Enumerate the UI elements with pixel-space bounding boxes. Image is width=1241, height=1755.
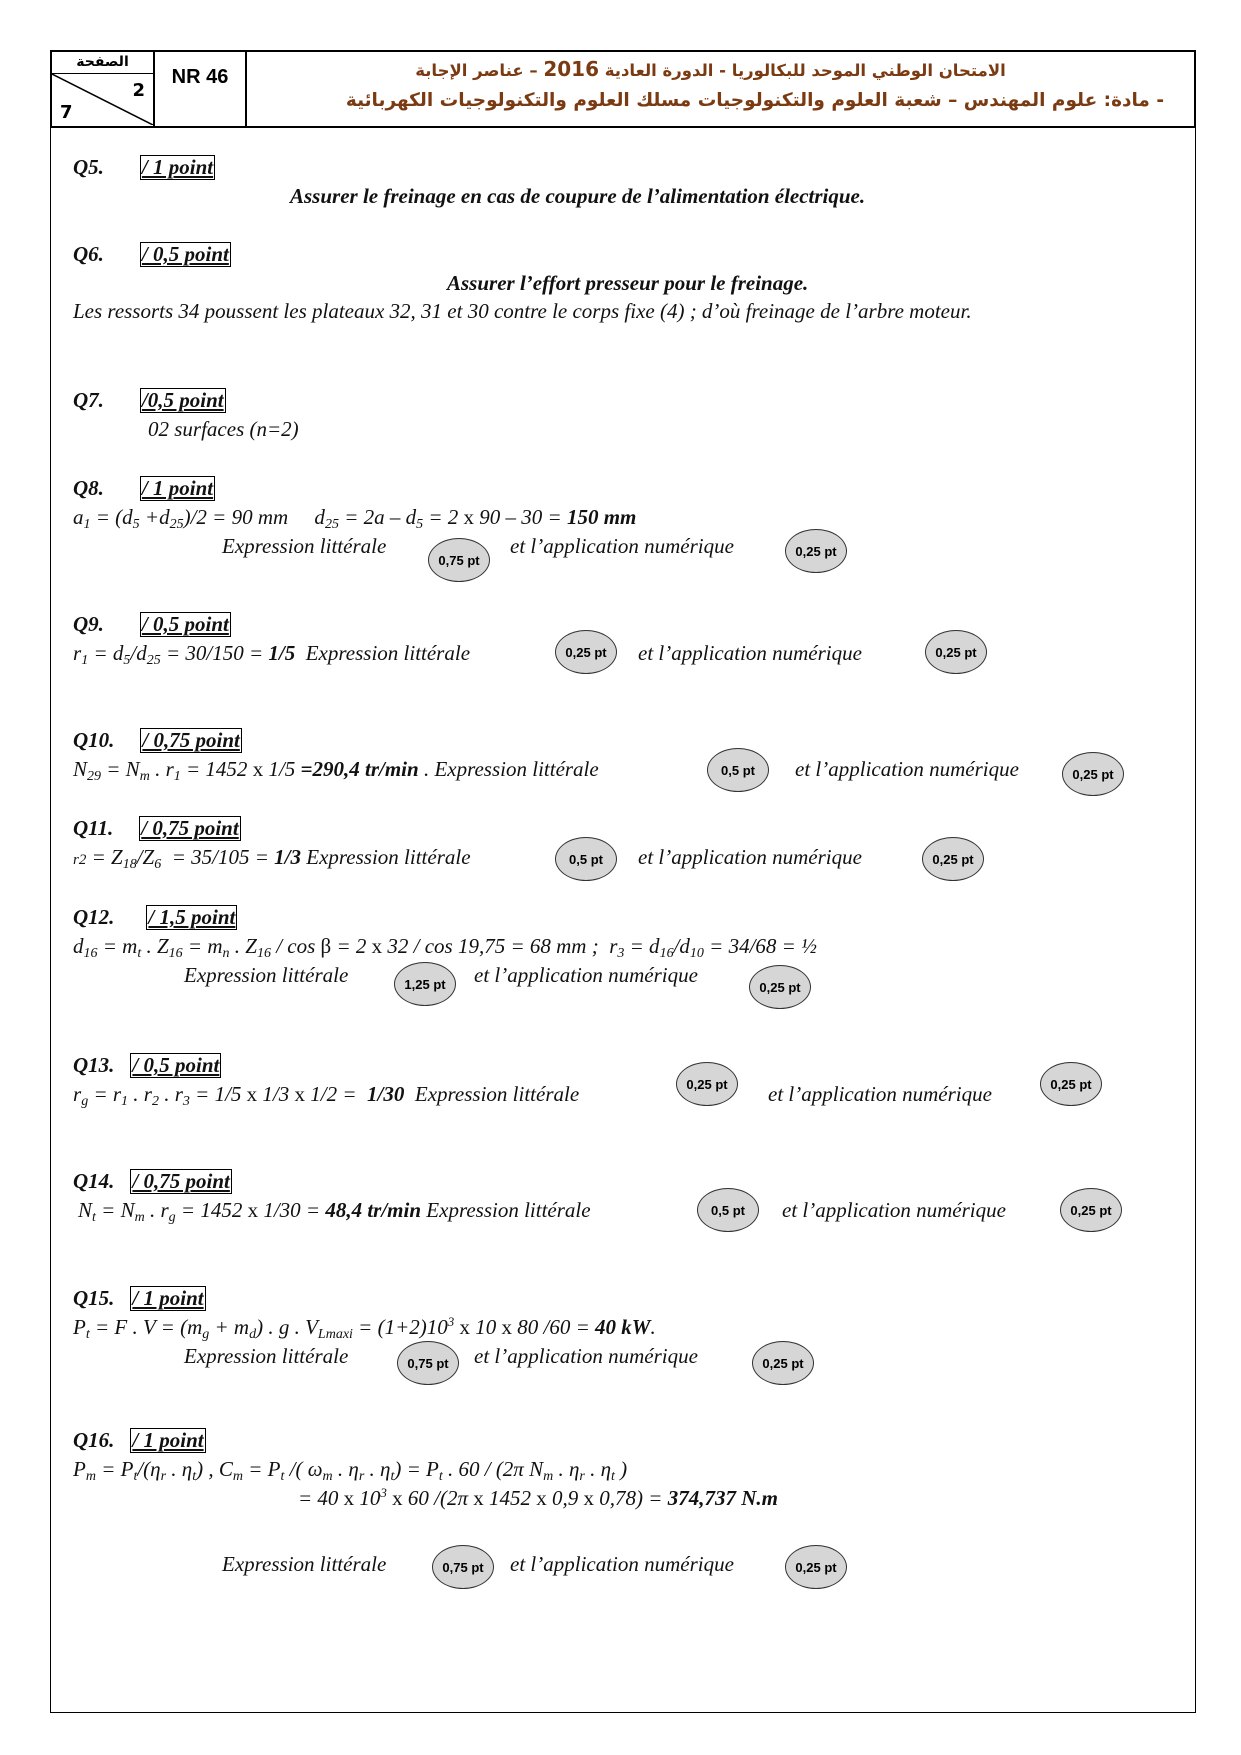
- question-number: Q12.: [73, 905, 115, 929]
- points-box: / 0,75 point: [142, 728, 240, 752]
- score-badge: 0,25 pt: [555, 630, 617, 674]
- score-badge: 0,5 pt: [707, 748, 769, 792]
- exam-code: NR 46: [155, 52, 247, 126]
- score-badge: 0,25 pt: [1040, 1062, 1102, 1106]
- score-badge: 0,75 pt: [432, 1545, 494, 1589]
- header-title: [247, 52, 1194, 126]
- q15-formula: $P_t = F$ . $V = (m_g + m_d)$ . g . $V_{Lmaxi} = (1+2)10^3$ x 10 x 80 /60 = 40 kW.: [73, 1314, 656, 1342]
- points-box: /0,5 point: [141, 388, 224, 412]
- question-number: Q10.: [73, 728, 115, 752]
- score-badge: 0,25 pt: [922, 837, 984, 881]
- points-box: / 0,75 point: [132, 1169, 230, 1193]
- q13-formula: $r_g = r_1$ . $r_2$ . $r_3 = 1/5$ x 1/3 x 1/2 = 1/30 Expression littérale: [73, 1082, 580, 1109]
- question-number: Q16.: [73, 1428, 115, 1452]
- q16-result: 374,737 N.m: [667, 1486, 778, 1510]
- question-number: Q8.: [73, 476, 104, 500]
- q12-heading: [73, 904, 237, 930]
- q11-heading: [73, 815, 241, 841]
- score-badge: 0,25 pt: [785, 1545, 847, 1589]
- page-label: الصفحة: [52, 52, 153, 74]
- q15-app-label: et l’application numérique: [474, 1344, 698, 1368]
- points-box: / 1,5 point: [148, 905, 236, 929]
- points-box: / 0,5 point: [141, 612, 229, 636]
- q13-heading: [73, 1052, 221, 1078]
- q12-app-label: et l’application numérique: [474, 963, 698, 987]
- q9-app-label: et l’application numérique: [638, 641, 862, 665]
- q9-heading: [73, 611, 231, 637]
- q9-formula: $r_1 = d_5/d_{25} = 30/150 = 1/5$ Expression littérale: [73, 641, 471, 668]
- q8-expr-label: Expression littérale: [222, 534, 387, 558]
- points-box: / 1 point: [132, 1286, 204, 1310]
- q13-app-label: et l’application numérique: [768, 1082, 992, 1106]
- expr-label: Expression littérale: [426, 1198, 591, 1222]
- q8-heading: [73, 475, 215, 501]
- expr-label: Expression littérale: [306, 845, 471, 869]
- expr-label: Expression littérale: [434, 757, 599, 781]
- q8-formula: $a_1 = (d_5 +d_{25})/2 = 90$ mm $d_{25} = 2a - d_5 = 2$ x 90 – 30 = 150 mm: [73, 505, 637, 532]
- header-band: [50, 50, 1196, 128]
- q11-formula: $r2 = Z_{18}/Z_6 = 35/105 = 1/3$ Expression littérale: [73, 845, 471, 872]
- q16-heading: [73, 1427, 206, 1453]
- question-number: Q14.: [73, 1169, 115, 1193]
- q5-heading: [73, 154, 215, 180]
- q10-app-label: et l’application numérique: [795, 757, 1019, 781]
- score-badge: 0,25 pt: [676, 1062, 738, 1106]
- header-line-1: [257, 56, 1164, 84]
- points-box: / 1 point: [141, 476, 214, 500]
- question-number: Q6.: [73, 242, 104, 266]
- q6-heading: [73, 241, 231, 267]
- q11-result: 1/3: [274, 845, 301, 869]
- page-number: 2: [132, 80, 145, 101]
- points-box: / 0,75 point: [141, 816, 239, 840]
- q5-answer: Assurer le freinage en cas de coupure de l’alimentation électrique.: [290, 184, 866, 208]
- score-badge: 0,5 pt: [555, 837, 617, 881]
- q13-result: 1/30: [367, 1082, 405, 1106]
- exam-name: الامتحان الوطني الموحد للبكالوريا - الدورة العادية: [604, 61, 1006, 80]
- score-badge: 1,25 pt: [394, 962, 456, 1006]
- score-badge: 0,5 pt: [697, 1188, 759, 1232]
- question-number: Q5.: [73, 155, 104, 179]
- q16-app-label: et l’application numérique: [510, 1552, 734, 1576]
- q9-result: 1/5: [268, 641, 296, 665]
- q10-result: =290,4 tr/min: [300, 757, 419, 781]
- expr-label: Expression littérale: [414, 1082, 580, 1106]
- score-badge: 0,25 pt: [925, 630, 987, 674]
- q6-answer: Assurer l’effort presseur pour le freinage.: [447, 271, 809, 295]
- q6-detail: Les ressorts 34 poussent les plateaux 32, 31 et 30 contre le corps fixe (4) ; d’où freinage de l’arbre moteur.: [73, 299, 972, 323]
- q14-result: 48,4 tr/min: [325, 1198, 422, 1222]
- q15-result: 40 kW: [595, 1315, 651, 1339]
- q16-expr-label: Expression littérale: [222, 1552, 387, 1576]
- q8-app-label: et l’application numérique: [510, 534, 734, 558]
- score-badge: 0,75 pt: [397, 1341, 459, 1385]
- question-number: Q13.: [73, 1053, 115, 1077]
- q8-result: 150 mm: [566, 505, 637, 529]
- score-badge: 0,25 pt: [1060, 1188, 1122, 1232]
- points-box: / 1 point: [141, 155, 214, 179]
- q15-heading: [73, 1285, 206, 1311]
- q14-heading: [73, 1168, 232, 1194]
- score-badge: 0,25 pt: [1062, 752, 1124, 796]
- points-box: / 1 point: [132, 1428, 204, 1452]
- q16-formula-2: = 40 x $10^3$ x 60 /(2π x 1452 x 0,9 x 0,78) = 374,737 N.m: [298, 1485, 778, 1510]
- score-badge: 0,25 pt: [752, 1341, 814, 1385]
- q7-heading: [73, 387, 226, 413]
- page-number-box: [52, 52, 155, 126]
- points-box: / 0,5 point: [141, 242, 229, 266]
- question-number: Q9.: [73, 612, 104, 636]
- q15-expr-label: Expression littérale: [184, 1344, 349, 1368]
- q12-expr-label: Expression littérale: [184, 963, 349, 987]
- expr-label: Expression littérale: [305, 641, 471, 665]
- q16-formula-1: $P_m = P_t/(\eta_r$ . $\eta_t$) , $C_m = P_t$ /( $\omega_m$ . $\eta_r$ . $\eta_t) = P_t$ . 60 / (2π $N_m$ . $\eta_r$ . $\eta_t$ ): [73, 1457, 628, 1484]
- q10-heading: [73, 727, 242, 753]
- q12-formula: $d_{16} = m_t$ . $Z_{16} = m_n$ . $Z_{16} / \cos \beta = 2$ x 32 / cos 19,75 = 68 mm ; $r_3 = d_{16}/d_{10} = 34/68$ = ½: [73, 934, 817, 961]
- exam-year: 2016: [543, 57, 600, 81]
- q10-formula: $N_{29} = N_m$ . $r_1 = 1452$ x 1/5 =290,4 tr/min . Expression littérale: [73, 757, 599, 784]
- answer-key-label: – عناصر الإجابة: [415, 61, 538, 80]
- question-number: Q11.: [73, 816, 114, 840]
- header-line-2: - مادة: علوم المهندس – شعبة العلوم والتكنولوجيات مسلك العلوم والتكنولوجيات الكهربائية: [345, 90, 1164, 111]
- points-box: / 0,5 point: [132, 1053, 220, 1077]
- q14-app-label: et l’application numérique: [782, 1198, 1006, 1222]
- q11-app-label: et l’application numérique: [638, 845, 862, 869]
- score-badge: 0,25 pt: [749, 965, 811, 1009]
- score-badge: 0,25 pt: [785, 529, 847, 573]
- q7-answer: 02 surfaces (n=2): [148, 417, 299, 441]
- page-total: 7: [60, 102, 73, 123]
- score-badge: 0,75 pt: [428, 538, 490, 582]
- q14-formula: $N_t = N_m$ . $r_g = 1452$ x 1/30 = 48,4 tr/min Expression littérale: [78, 1198, 591, 1225]
- question-number: Q7.: [73, 388, 104, 412]
- question-number: Q15.: [73, 1286, 115, 1310]
